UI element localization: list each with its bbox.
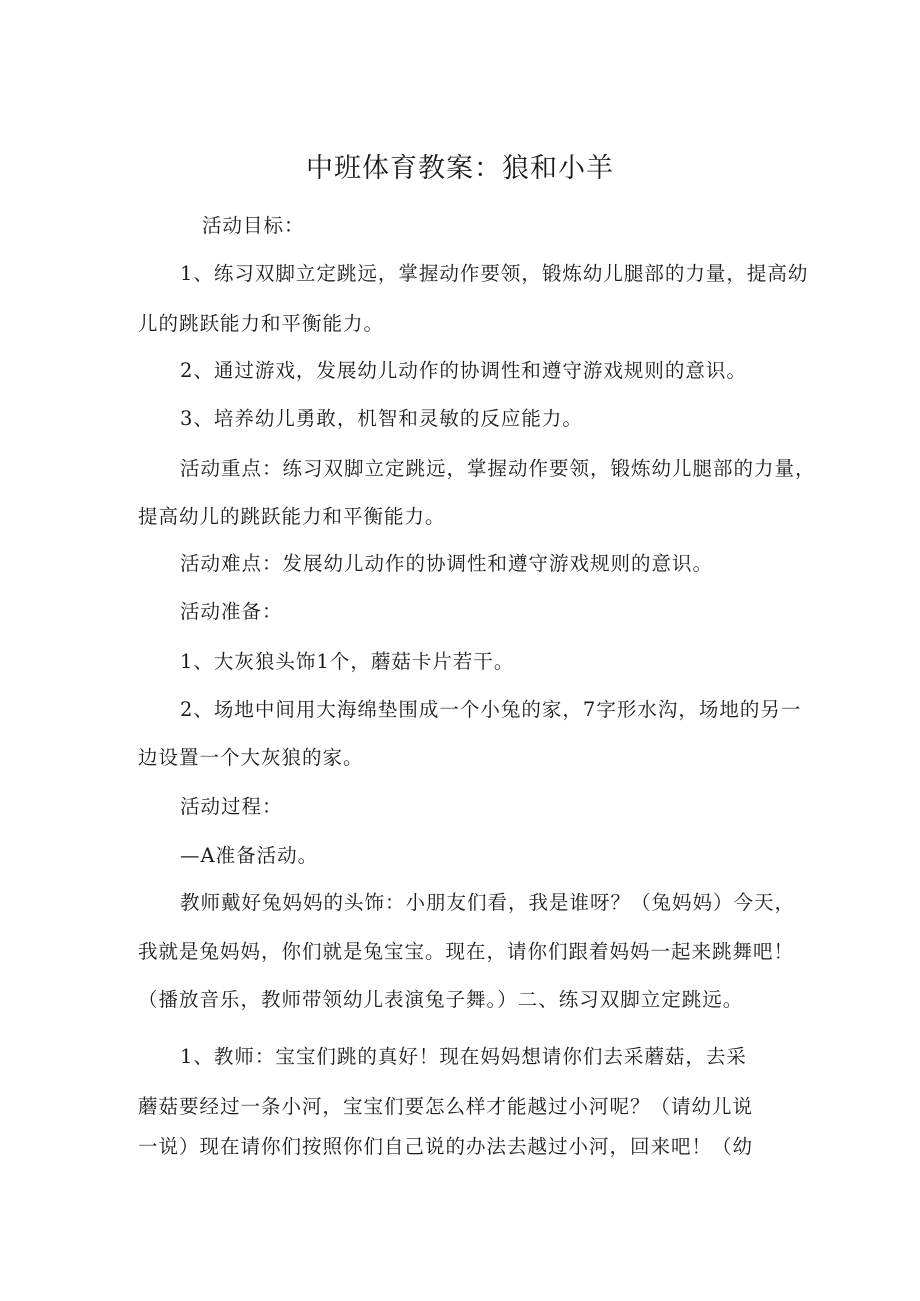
paragraph-line: 边设置一个大灰狼的家。 bbox=[138, 746, 364, 769]
paragraph-line: 2、场地中间用大海绵垫围成一个小兔的家，7字形水沟，场地的另一 bbox=[180, 698, 802, 721]
paragraph-line: 我就是兔妈妈，你们就是兔宝宝。现在，请你们跟着妈妈一起来跳舞吧！ bbox=[138, 940, 795, 963]
paragraph-line: （播放音乐，教师带领幼儿表演兔子舞。）二、练习双脚立定跳远。 bbox=[138, 988, 744, 1011]
paragraph-line: 活动难点：发展幼儿动作的协调性和遵守游戏规则的意识。 bbox=[180, 552, 714, 575]
paragraph-line: 儿的跳跃能力和平衡能力。 bbox=[138, 312, 385, 335]
paragraph-line: 提高幼儿的跳跃能力和平衡能力。 bbox=[138, 505, 446, 528]
paragraph-line: 一说）现在请你们按照你们自己说的办法去越过小河，回来吧！（幼 bbox=[138, 1135, 754, 1158]
section-heading-preparation: 活动准备： bbox=[180, 600, 283, 623]
paragraph-line: 1、教师：宝宝们跳的真好！现在妈妈想请你们去采蘑菇，去采 bbox=[180, 1045, 747, 1068]
paragraph-line: 3、培养幼儿勇敢，机智和灵敏的反应能力。 bbox=[180, 407, 583, 430]
paragraph-line: 教师戴好兔妈妈的头饰：小朋友们看，我是谁呀？（兔妈妈）今天， bbox=[180, 891, 796, 914]
section-heading-process: 活动过程： bbox=[180, 795, 283, 818]
paragraph-line: 1、练习双脚立定跳远，掌握动作要领，锻炼幼儿腿部的力量，提高幼 bbox=[180, 262, 809, 285]
section-heading-objectives: 活动目标： bbox=[202, 214, 305, 237]
paragraph-line: 蘑菇要经过一条小河，宝宝们要怎么样才能越过小河呢？（请幼儿说 bbox=[138, 1095, 754, 1118]
paragraph-line: 2、通过游戏，发展幼儿动作的协调性和遵守游戏规则的意识。 bbox=[180, 359, 747, 382]
paragraph-line: 活动重点：练习双脚立定跳远，掌握动作要领，锻炼幼儿腿部的力量， bbox=[180, 457, 816, 480]
paragraph-line: —A准备活动。 bbox=[180, 844, 319, 867]
paragraph-line: 1、大灰狼头饰1个，蘑菇卡片若干。 bbox=[180, 650, 515, 673]
document-title: 中班体育教案：狼和小羊 bbox=[306, 153, 614, 184]
